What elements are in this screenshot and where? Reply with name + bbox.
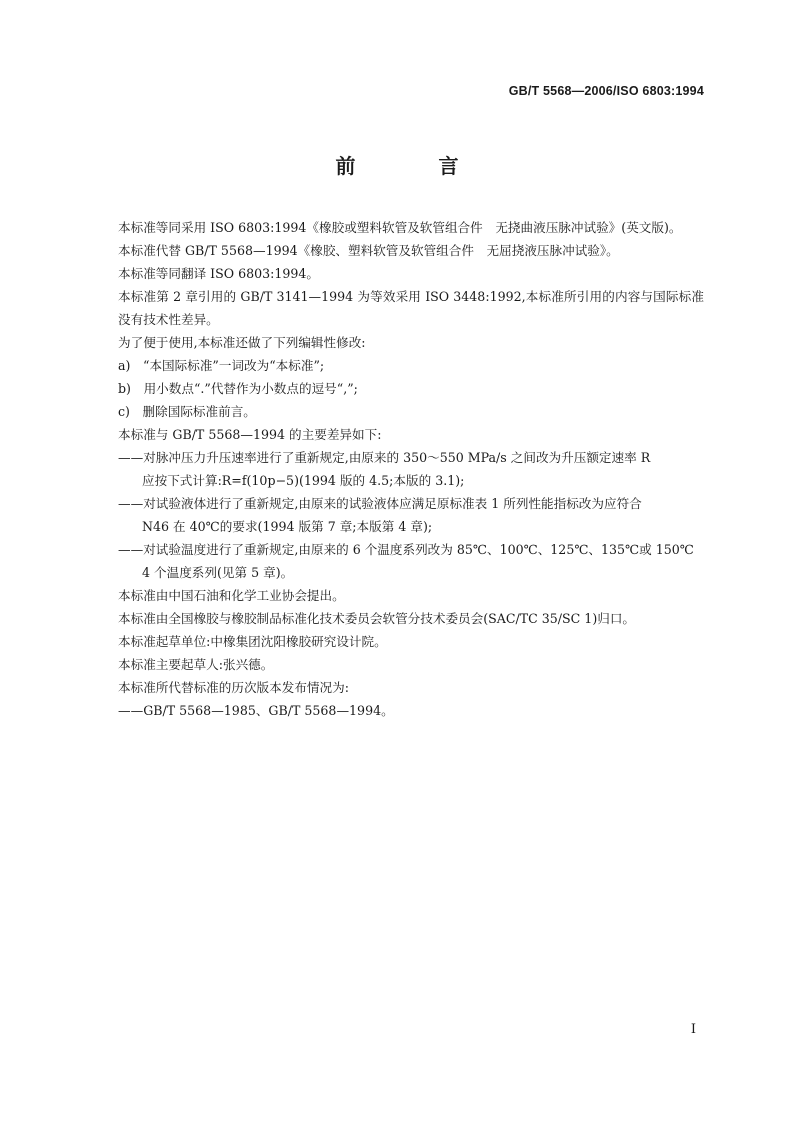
list-item-c: c) 删除国际标准前言。: [118, 404, 256, 419]
difference-item-temperature-cont: 4 个温度系列(见第 5 章)。: [142, 565, 294, 580]
paragraph-replaces: 本标准代替 GB/T 5568—1994《橡胶、塑料软管及软管组合件 无屈挠液压脉冲试验》。: [118, 243, 619, 258]
paragraph-differences-intro: 本标准与 GB/T 5568—1994 的主要差异如下:: [118, 427, 382, 442]
list-item-a: a) “本国际标准”一词改为“本标准”;: [118, 358, 325, 373]
paragraph-translation: 本标准等同翻译 ISO 6803:1994。: [118, 266, 320, 281]
paragraph-history-intro: 本标准所代替标准的历次版本发布情况为:: [118, 680, 349, 695]
difference-item-fluid-cont: N46 在 40℃的要求(1994 版第 7 章;本版第 4 章);: [142, 519, 433, 534]
difference-item-pressure-cont: 应按下式计算:R=f(10p−5)(1994 版的 4.5;本版的 3.1);: [142, 473, 465, 488]
paragraph-committee: 本标准由全国橡胶与橡胶制品标准化技术委员会软管分技术委员会(SAC/TC 35/SC 1)归口。: [118, 611, 636, 626]
difference-item-temperature: ——对试验温度进行了重新规定,由原来的 6 个温度系列改为 85℃、100℃、125℃、135℃或 150℃: [118, 542, 694, 557]
foreword-body: [90, 216, 704, 722]
paragraph-references: 本标准第 2 章引用的 GB/T 3141—1994 为等效采用 ISO 3448:1992,本标准所引用的内容与国际标准没有技术性差异。: [118, 289, 704, 327]
paragraph-drafting-unit: 本标准起草单位:中橡集团沈阳橡胶研究设计院。: [118, 634, 387, 649]
page-number: I: [690, 1022, 696, 1037]
difference-item-pressure: ——对脉冲压力升压速率进行了重新规定,由原来的 350～550 MPa/s 之间改为升压额定速率 R: [118, 450, 651, 465]
paragraph-editorial-intro: 为了便于使用,本标准还做了下列编辑性修改:: [118, 335, 366, 350]
paragraph-drafter: 本标准主要起草人:张兴德。: [118, 657, 274, 672]
difference-item-fluid: ——对试验液体进行了重新规定,由原来的试验液体应满足原标准表 1 所列性能指标改为应符合: [118, 496, 642, 511]
history-item: ——GB/T 5568—1985、GB/T 5568—1994。: [118, 703, 394, 718]
paragraph-proposer: 本标准由中国石油和化学工业协会提出。: [118, 588, 345, 603]
standard-code-header: GB/T 5568—2006/ISO 6803:1994: [508, 84, 704, 98]
list-item-b: b) 用小数点“.”代替作为小数点的逗号“,”;: [118, 381, 358, 396]
paragraph-adoption: 本标准等同采用 ISO 6803:1994《橡胶或塑料软管及软管组合件 无挠曲液压脉冲试验》(英文版)。: [118, 220, 682, 235]
page-title: 前 言: [335, 154, 497, 178]
